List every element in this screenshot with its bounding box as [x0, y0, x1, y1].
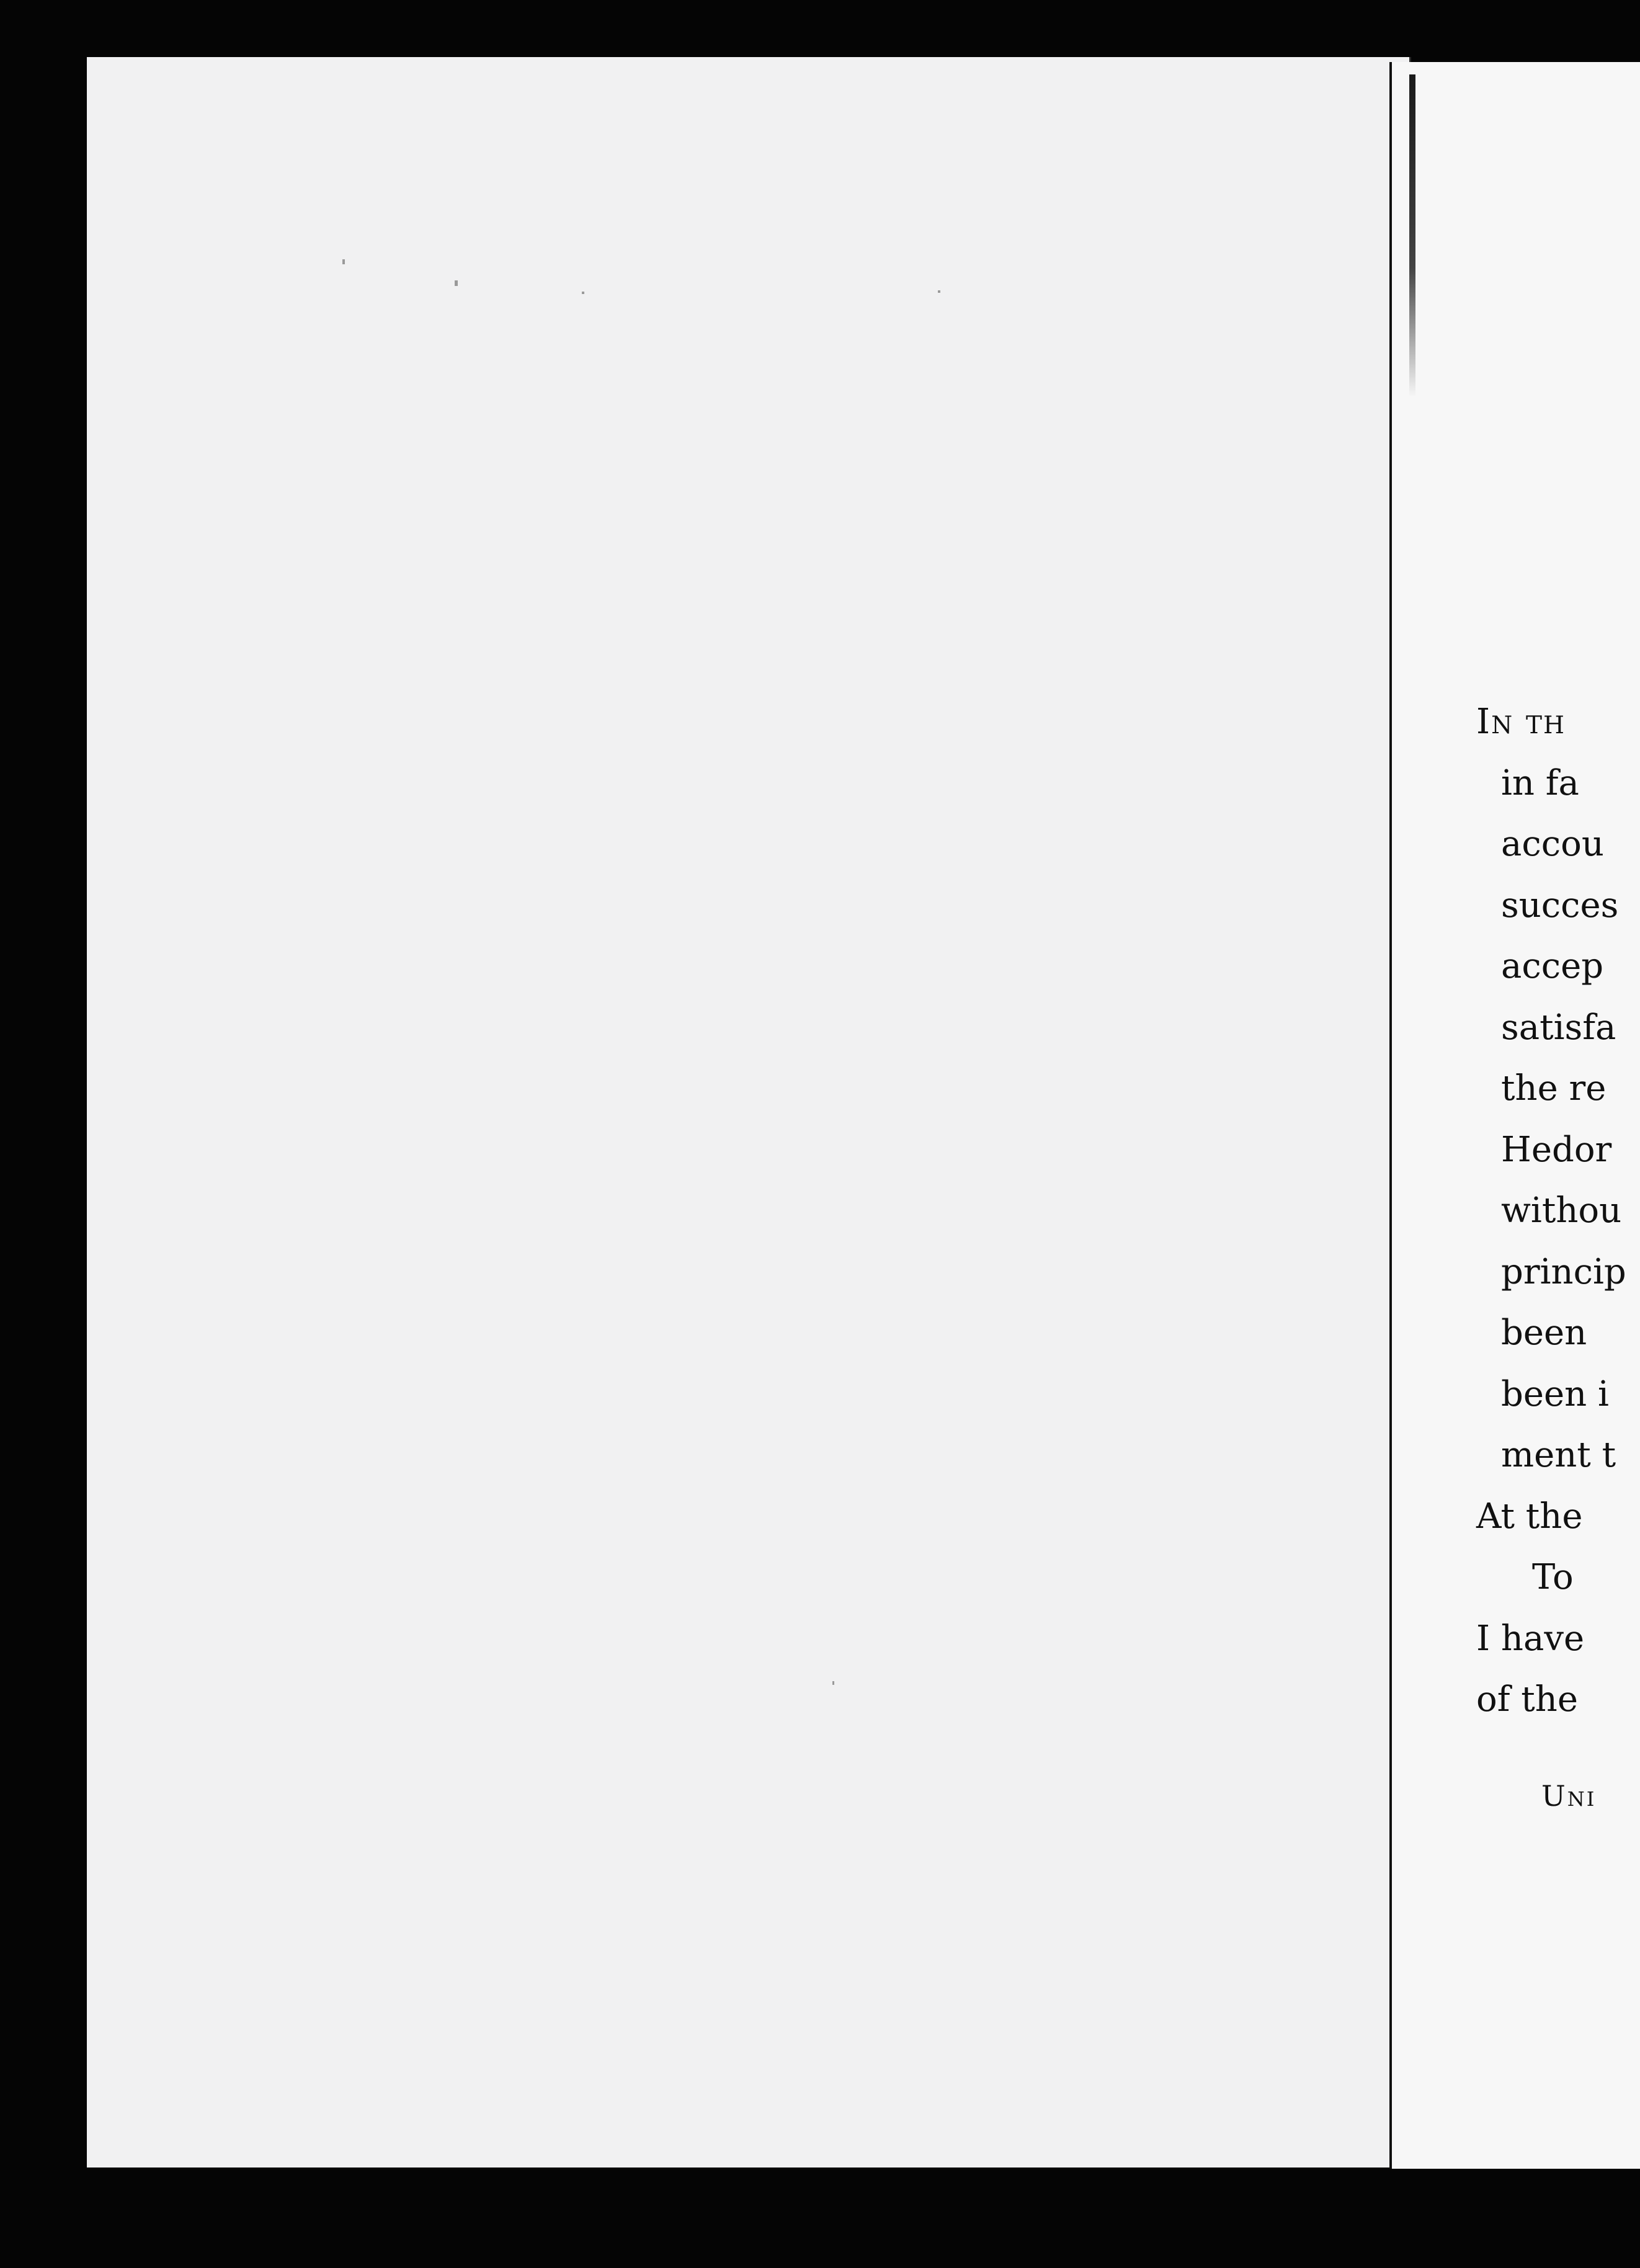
page-fold-shadow	[1409, 74, 1415, 397]
signature-line: Uni	[1541, 1779, 1597, 1813]
bleed-through-mark	[938, 290, 940, 293]
text-line: been	[1501, 1313, 1587, 1353]
text-line: of the	[1476, 1679, 1578, 1720]
text-line: withou	[1501, 1190, 1622, 1231]
text-line: been i	[1501, 1373, 1609, 1414]
bleed-through-mark	[832, 1681, 834, 1685]
bleed-through-mark	[582, 292, 584, 294]
text-line: the re	[1501, 1068, 1607, 1109]
text-line: accou	[1501, 824, 1604, 864]
text-line: To	[1532, 1557, 1574, 1597]
preface-text	[1476, 692, 1638, 1731]
bleed-through-mark	[455, 280, 458, 286]
text-line: At the	[1476, 1496, 1583, 1537]
text-line: In th	[1476, 702, 1566, 742]
text-line: Hedor	[1501, 1129, 1612, 1170]
text-line: accep	[1501, 946, 1604, 986]
text-line: princip	[1501, 1251, 1626, 1292]
left-page	[87, 57, 1411, 2168]
text-line: I have	[1476, 1618, 1585, 1659]
text-line: ment t	[1501, 1435, 1616, 1475]
text-line: in fa	[1501, 762, 1579, 803]
text-line: succes	[1501, 885, 1619, 926]
text-line: satisfa	[1501, 1007, 1616, 1048]
bleed-through-mark	[342, 259, 345, 264]
